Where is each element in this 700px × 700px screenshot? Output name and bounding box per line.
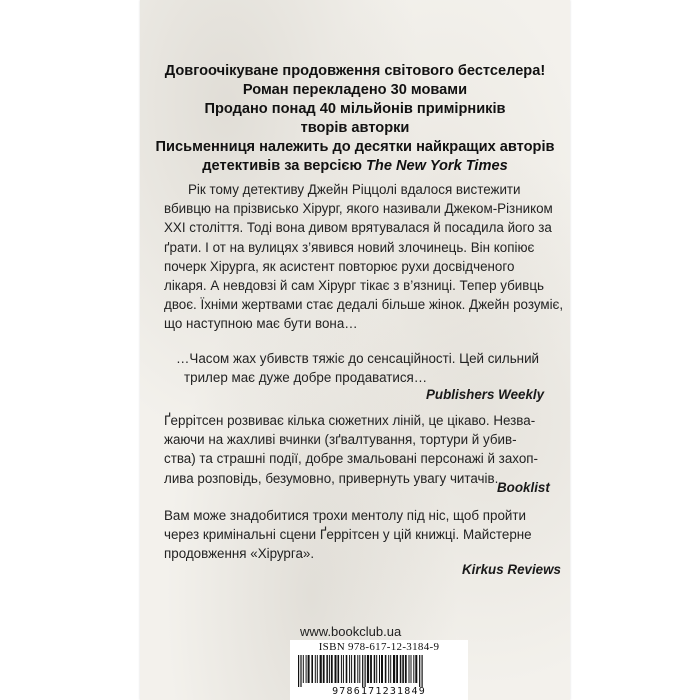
barcode-bar xyxy=(365,655,366,687)
barcode-bar xyxy=(323,655,325,683)
synopsis-line: що наступною має бути вона… xyxy=(164,316,358,332)
barcode-bar xyxy=(370,655,372,683)
review-line: через кримінальні сцени Ґеррітсен у цій книжці. Майстерне xyxy=(164,527,532,543)
barcode-bar xyxy=(422,655,423,687)
barcode-bar xyxy=(367,655,369,683)
barcode-bar xyxy=(390,655,391,683)
barcode-bar xyxy=(303,655,304,683)
barcode-bar xyxy=(320,655,322,683)
headline-line: Продано понад 40 мільйонів примірників xyxy=(204,101,506,117)
headline-line: Довгоочікуване продовження світового бестселера! xyxy=(164,63,546,79)
barcode-bar xyxy=(338,655,340,683)
barcode-bar xyxy=(349,655,350,683)
barcode-bar xyxy=(331,655,333,683)
barcode-bar xyxy=(396,655,398,683)
synopsis-paragraph xyxy=(164,180,564,334)
review-line: …Часом жах убивств тяжіє до сенсаційності. Цей сильний xyxy=(176,351,540,366)
headline-line: Письменниця належить до десятки найкращих авторів xyxy=(155,139,555,155)
barcode-bar xyxy=(315,655,316,683)
review-line: лива розповідь, безумовно, привернуть увагу читачів. xyxy=(164,470,499,486)
barcode-bar xyxy=(311,655,313,683)
headline-prefix: детективів за версією xyxy=(202,158,367,174)
synopsis-line: Рік тому детективу Джейн Ріццолі вдалося вистежити xyxy=(188,182,521,197)
headline-block xyxy=(140,62,570,176)
barcode-bar xyxy=(402,655,404,683)
barcode-bar xyxy=(411,655,412,683)
review-kirkus xyxy=(164,506,554,564)
barcode-bar xyxy=(346,655,348,683)
barcode-bar xyxy=(400,655,402,683)
headline-line-last xyxy=(140,157,570,176)
review-line: ства) та страшні події, добре змальовані персонажі й захоп- xyxy=(164,451,538,467)
headline-line: творів авторки xyxy=(300,120,410,136)
book-back-cover xyxy=(140,0,570,700)
headline-line: Роман перекладено 30 мовами xyxy=(242,82,468,98)
review-line: трилер має дуже добре продаватися… xyxy=(184,370,428,386)
barcode-bar xyxy=(335,655,337,683)
barcode-bar xyxy=(419,655,420,687)
barcode-bar xyxy=(351,655,352,683)
barcode-bar xyxy=(385,655,387,683)
review-source: Booklist xyxy=(497,480,550,495)
barcode-bar xyxy=(306,655,307,683)
barcode-bar xyxy=(300,655,301,687)
barcode-bar xyxy=(308,655,310,683)
barcode-bar xyxy=(415,655,417,683)
synopsis-line: ґрати. І от на вулицях з’явився новий злочинець. Він копіює xyxy=(164,239,535,255)
barcode-bar xyxy=(354,655,356,683)
barcode-digits: 9786171231849 xyxy=(332,686,426,697)
isbn-text: ISBN 978-617-12-3184-9 xyxy=(318,641,440,653)
review-line: продовження «Хірурга». xyxy=(164,546,315,562)
review-source: Kirkus Reviews xyxy=(462,562,561,577)
synopsis-line: двоє. Їхніми жертвами стає дедалі більше жінок. Джейн розуміє, xyxy=(164,297,564,313)
barcode-bar xyxy=(326,655,328,683)
review-source: Publishers Weekly xyxy=(426,387,545,402)
barcode-bar xyxy=(298,655,299,687)
review-booklist xyxy=(164,411,554,488)
barcode-bar xyxy=(413,655,414,683)
barcode-bar xyxy=(379,655,380,683)
synopsis-line: XXI століття. Тоді вона дивом врятувалася й посадила його за xyxy=(164,220,552,236)
barcode-bar xyxy=(381,655,383,683)
barcode-image xyxy=(296,655,462,687)
barcode-bar xyxy=(393,655,395,683)
barcode-bar xyxy=(317,655,318,683)
synopsis-line: лікаря. А невдовзі й сам Хірург тікає з в’язниці. Тепер убивць xyxy=(164,278,545,294)
barcode-bar xyxy=(359,655,360,683)
barcode-bar xyxy=(343,655,344,683)
synopsis-line: почерк Хірурга, як асистент повторює рухи досвідченого xyxy=(164,258,515,274)
barcode-bar xyxy=(376,655,377,683)
barcode-bar xyxy=(405,655,407,683)
review-line: жаючи на жахливі вчинки (зґвалтування, тортури й убив- xyxy=(164,432,517,448)
barcode-bar xyxy=(357,655,358,683)
barcode-bar xyxy=(329,655,330,683)
review-line: Вам може знадобитися трохи ментолу під ніс, щоб пройти xyxy=(164,508,526,523)
barcode-bar xyxy=(409,655,410,683)
publisher-url: www.bookclub.ua xyxy=(300,624,402,639)
barcode-bar xyxy=(362,655,363,687)
barcode-bar xyxy=(341,655,342,683)
barcode-panel xyxy=(290,640,468,700)
nyt-emphasis: The New York Times xyxy=(366,158,508,174)
review-publishers-weekly xyxy=(176,349,556,387)
barcode-bar xyxy=(374,655,376,683)
review-line: Ґеррітсен розвиває кілька сюжетних ліній, це цікаво. Незва- xyxy=(164,413,536,428)
barcode-bar xyxy=(388,655,389,683)
synopsis-line: вбивцю на прізвисько Хірург, якого називали Джеком-Різником xyxy=(164,201,553,217)
